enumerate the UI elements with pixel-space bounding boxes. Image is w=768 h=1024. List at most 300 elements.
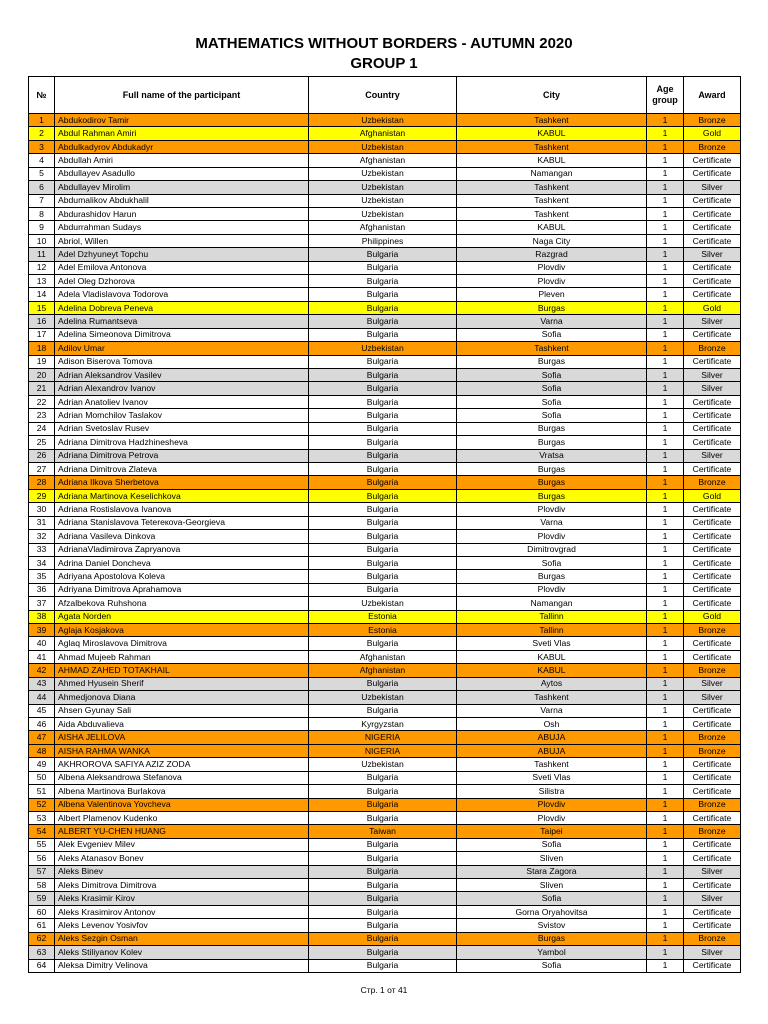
cell-age-group: 1 bbox=[647, 409, 684, 422]
cell-number: 13 bbox=[29, 275, 55, 288]
cell-full-name: Abdulkadyrov Abdukadyr bbox=[55, 140, 309, 153]
cell-country: Bulgaria bbox=[309, 932, 457, 945]
cell-award: Certificate bbox=[684, 543, 741, 556]
cell-award: Certificate bbox=[684, 207, 741, 220]
cell-number: 4 bbox=[29, 154, 55, 167]
cell-city: Burgas bbox=[457, 436, 647, 449]
cell-city: Sofia bbox=[457, 395, 647, 408]
cell-number: 16 bbox=[29, 315, 55, 328]
cell-number: 55 bbox=[29, 838, 55, 851]
table-row bbox=[29, 852, 741, 865]
cell-award: Certificate bbox=[684, 811, 741, 824]
cell-full-name: Adilov Umar bbox=[55, 342, 309, 355]
cell-age-group: 1 bbox=[647, 221, 684, 234]
cell-age-group: 1 bbox=[647, 207, 684, 220]
cell-number: 29 bbox=[29, 489, 55, 502]
cell-country: Bulgaria bbox=[309, 369, 457, 382]
cell-full-name: Adrian Momchilov Taslakov bbox=[55, 409, 309, 422]
cell-number: 28 bbox=[29, 476, 55, 489]
cell-number: 58 bbox=[29, 879, 55, 892]
cell-country: Uzbekistan bbox=[309, 114, 457, 127]
cell-full-name: Ahsen Gyunay Sali bbox=[55, 704, 309, 717]
cell-city: KABUL bbox=[457, 154, 647, 167]
cell-award: Certificate bbox=[684, 785, 741, 798]
cell-country: Afghanistan bbox=[309, 127, 457, 140]
cell-full-name: Adel Dzhyuneyt Topchu bbox=[55, 248, 309, 261]
cell-number: 41 bbox=[29, 650, 55, 663]
cell-city: Tashkent bbox=[457, 691, 647, 704]
cell-number: 53 bbox=[29, 811, 55, 824]
header-number: № bbox=[29, 77, 55, 114]
cell-number: 25 bbox=[29, 436, 55, 449]
cell-number: 5 bbox=[29, 167, 55, 180]
cell-full-name: Adriyana Dimitrova Aprahamova bbox=[55, 583, 309, 596]
header-row bbox=[29, 77, 741, 114]
cell-city: ABUJA bbox=[457, 744, 647, 757]
cell-award: Certificate bbox=[684, 583, 741, 596]
cell-number: 26 bbox=[29, 449, 55, 462]
cell-city: Vratsa bbox=[457, 449, 647, 462]
table-row bbox=[29, 154, 741, 167]
table-row bbox=[29, 811, 741, 824]
cell-full-name: Abriol, Willen bbox=[55, 234, 309, 247]
cell-country: Afghanistan bbox=[309, 650, 457, 663]
cell-age-group: 1 bbox=[647, 342, 684, 355]
cell-country: Bulgaria bbox=[309, 476, 457, 489]
cell-number: 44 bbox=[29, 691, 55, 704]
cell-country: Uzbekistan bbox=[309, 691, 457, 704]
cell-award: Certificate bbox=[684, 717, 741, 730]
cell-country: NIGERIA bbox=[309, 744, 457, 757]
table-row bbox=[29, 409, 741, 422]
cell-age-group: 1 bbox=[647, 825, 684, 838]
cell-number: 45 bbox=[29, 704, 55, 717]
table-row bbox=[29, 932, 741, 945]
cell-age-group: 1 bbox=[647, 422, 684, 435]
cell-full-name: Abdul Rahman Amiri bbox=[55, 127, 309, 140]
cell-city: Gorna Oryahovitsa bbox=[457, 905, 647, 918]
cell-award: Certificate bbox=[684, 395, 741, 408]
cell-country: Bulgaria bbox=[309, 919, 457, 932]
cell-age-group: 1 bbox=[647, 261, 684, 274]
cell-award: Certificate bbox=[684, 167, 741, 180]
cell-number: 64 bbox=[29, 959, 55, 972]
cell-city: Sofia bbox=[457, 892, 647, 905]
cell-age-group: 1 bbox=[647, 852, 684, 865]
cell-age-group: 1 bbox=[647, 462, 684, 475]
cell-full-name: Adrina Daniel Doncheva bbox=[55, 556, 309, 569]
table-row bbox=[29, 355, 741, 368]
cell-age-group: 1 bbox=[647, 328, 684, 341]
cell-city: Taipei bbox=[457, 825, 647, 838]
cell-award: Silver bbox=[684, 449, 741, 462]
cell-number: 59 bbox=[29, 892, 55, 905]
cell-country: Bulgaria bbox=[309, 785, 457, 798]
cell-award: Certificate bbox=[684, 704, 741, 717]
cell-number: 36 bbox=[29, 583, 55, 596]
cell-award: Certificate bbox=[684, 650, 741, 663]
cell-award: Certificate bbox=[684, 503, 741, 516]
cell-award: Bronze bbox=[684, 664, 741, 677]
cell-award: Certificate bbox=[684, 221, 741, 234]
cell-age-group: 1 bbox=[647, 583, 684, 596]
cell-full-name: Ahmed Hyusein Sherif bbox=[55, 677, 309, 690]
cell-country: Uzbekistan bbox=[309, 342, 457, 355]
cell-age-group: 1 bbox=[647, 650, 684, 663]
cell-full-name: Adelina Rumantseva bbox=[55, 315, 309, 328]
cell-city: Svistov bbox=[457, 919, 647, 932]
cell-number: 9 bbox=[29, 221, 55, 234]
table-row bbox=[29, 140, 741, 153]
cell-number: 24 bbox=[29, 422, 55, 435]
cell-city: KABUL bbox=[457, 650, 647, 663]
cell-country: Bulgaria bbox=[309, 489, 457, 502]
cell-number: 10 bbox=[29, 234, 55, 247]
cell-number: 62 bbox=[29, 932, 55, 945]
cell-country: Uzbekistan bbox=[309, 140, 457, 153]
cell-full-name: Adelina Dobreva Peneva bbox=[55, 301, 309, 314]
cell-number: 31 bbox=[29, 516, 55, 529]
cell-number: 50 bbox=[29, 771, 55, 784]
group-subtitle: GROUP 1 bbox=[350, 55, 418, 72]
table-row bbox=[29, 207, 741, 220]
cell-age-group: 1 bbox=[647, 744, 684, 757]
table-header bbox=[29, 77, 741, 114]
table-row bbox=[29, 342, 741, 355]
cell-city: Namangan bbox=[457, 597, 647, 610]
cell-full-name: Adriana Rostislavova Ivanova bbox=[55, 503, 309, 516]
cell-age-group: 1 bbox=[647, 489, 684, 502]
cell-age-group: 1 bbox=[647, 677, 684, 690]
cell-number: 34 bbox=[29, 556, 55, 569]
cell-age-group: 1 bbox=[647, 140, 684, 153]
cell-number: 21 bbox=[29, 382, 55, 395]
cell-number: 27 bbox=[29, 462, 55, 475]
table-row bbox=[29, 865, 741, 878]
cell-age-group: 1 bbox=[647, 288, 684, 301]
cell-full-name: Adriana Ilkova Sherbetova bbox=[55, 476, 309, 489]
cell-award: Certificate bbox=[684, 288, 741, 301]
cell-city: Varna bbox=[457, 516, 647, 529]
table-row bbox=[29, 717, 741, 730]
cell-age-group: 1 bbox=[647, 315, 684, 328]
cell-city: Burgas bbox=[457, 301, 647, 314]
cell-city: Sliven bbox=[457, 879, 647, 892]
table-row bbox=[29, 650, 741, 663]
cell-city: Namangan bbox=[457, 167, 647, 180]
cell-country: Bulgaria bbox=[309, 288, 457, 301]
table-row bbox=[29, 919, 741, 932]
cell-award: Bronze bbox=[684, 476, 741, 489]
cell-age-group: 1 bbox=[647, 597, 684, 610]
cell-country: Bulgaria bbox=[309, 865, 457, 878]
cell-award: Certificate bbox=[684, 436, 741, 449]
cell-country: Kyrgyzstan bbox=[309, 717, 457, 730]
table-row bbox=[29, 275, 741, 288]
cell-country: Uzbekistan bbox=[309, 597, 457, 610]
table-body bbox=[29, 114, 741, 973]
cell-age-group: 1 bbox=[647, 275, 684, 288]
cell-number: 61 bbox=[29, 919, 55, 932]
cell-age-group: 1 bbox=[647, 556, 684, 569]
cell-country: Estonia bbox=[309, 610, 457, 623]
table-row bbox=[29, 516, 741, 529]
cell-country: Bulgaria bbox=[309, 503, 457, 516]
cell-full-name: Adriyana Apostolova Koleva bbox=[55, 570, 309, 583]
cell-country: Bulgaria bbox=[309, 798, 457, 811]
cell-number: 14 bbox=[29, 288, 55, 301]
cell-number: 33 bbox=[29, 543, 55, 556]
cell-age-group: 1 bbox=[647, 892, 684, 905]
cell-award: Certificate bbox=[684, 462, 741, 475]
cell-city: Plovdiv bbox=[457, 275, 647, 288]
table-row bbox=[29, 288, 741, 301]
cell-city: Plovdiv bbox=[457, 261, 647, 274]
cell-full-name: Adel Oleg Dzhorova bbox=[55, 275, 309, 288]
cell-age-group: 1 bbox=[647, 905, 684, 918]
cell-number: 40 bbox=[29, 637, 55, 650]
cell-country: Taiwan bbox=[309, 825, 457, 838]
cell-number: 42 bbox=[29, 664, 55, 677]
cell-country: Bulgaria bbox=[309, 449, 457, 462]
table-row bbox=[29, 758, 741, 771]
cell-award: Certificate bbox=[684, 959, 741, 972]
cell-country: Bulgaria bbox=[309, 811, 457, 824]
cell-number: 11 bbox=[29, 248, 55, 261]
cell-number: 18 bbox=[29, 342, 55, 355]
cell-age-group: 1 bbox=[647, 798, 684, 811]
cell-award: Silver bbox=[684, 248, 741, 261]
cell-age-group: 1 bbox=[647, 503, 684, 516]
table-row bbox=[29, 771, 741, 784]
cell-city: Burgas bbox=[457, 476, 647, 489]
cell-city: Burgas bbox=[457, 932, 647, 945]
cell-age-group: 1 bbox=[647, 785, 684, 798]
cell-country: Bulgaria bbox=[309, 838, 457, 851]
cell-number: 51 bbox=[29, 785, 55, 798]
table-row bbox=[29, 637, 741, 650]
cell-age-group: 1 bbox=[647, 919, 684, 932]
cell-full-name: Abdukodirov Tamir bbox=[55, 114, 309, 127]
cell-country: Bulgaria bbox=[309, 771, 457, 784]
cell-award: Certificate bbox=[684, 154, 741, 167]
cell-award: Certificate bbox=[684, 637, 741, 650]
cell-city: Burgas bbox=[457, 570, 647, 583]
cell-country: Bulgaria bbox=[309, 261, 457, 274]
cell-award: Certificate bbox=[684, 758, 741, 771]
cell-country: Philippines bbox=[309, 234, 457, 247]
cell-age-group: 1 bbox=[647, 436, 684, 449]
cell-full-name: Aglaq Miroslavova Dimitrova bbox=[55, 637, 309, 650]
cell-number: 37 bbox=[29, 597, 55, 610]
table-row bbox=[29, 369, 741, 382]
cell-city: Osh bbox=[457, 717, 647, 730]
cell-award: Gold bbox=[684, 610, 741, 623]
cell-age-group: 1 bbox=[647, 154, 684, 167]
cell-age-group: 1 bbox=[647, 530, 684, 543]
cell-award: Certificate bbox=[684, 275, 741, 288]
cell-country: Uzbekistan bbox=[309, 194, 457, 207]
cell-full-name: Abdullah Amiri bbox=[55, 154, 309, 167]
table-row bbox=[29, 946, 741, 959]
header-age-group: Age group bbox=[647, 77, 684, 114]
table-row bbox=[29, 677, 741, 690]
cell-city: Burgas bbox=[457, 489, 647, 502]
cell-age-group: 1 bbox=[647, 369, 684, 382]
cell-country: Bulgaria bbox=[309, 382, 457, 395]
cell-full-name: Aleksa Dimitry Velinova bbox=[55, 959, 309, 972]
cell-city: Razgrad bbox=[457, 248, 647, 261]
cell-city: Plovdiv bbox=[457, 503, 647, 516]
cell-full-name: AKHROROVA SAFIYA AZIZ ZODA bbox=[55, 758, 309, 771]
cell-country: Bulgaria bbox=[309, 905, 457, 918]
cell-number: 49 bbox=[29, 758, 55, 771]
cell-country: Bulgaria bbox=[309, 315, 457, 328]
cell-award: Certificate bbox=[684, 355, 741, 368]
cell-full-name: Abdumalikov Abdukhalil bbox=[55, 194, 309, 207]
cell-city: Tallinn bbox=[457, 610, 647, 623]
cell-city: Aytos bbox=[457, 677, 647, 690]
cell-number: 3 bbox=[29, 140, 55, 153]
cell-city: Varna bbox=[457, 315, 647, 328]
cell-award: Certificate bbox=[684, 556, 741, 569]
cell-city: Sofia bbox=[457, 838, 647, 851]
cell-city: Tashkent bbox=[457, 140, 647, 153]
cell-award: Silver bbox=[684, 315, 741, 328]
cell-award: Bronze bbox=[684, 932, 741, 945]
cell-country: Bulgaria bbox=[309, 355, 457, 368]
cell-age-group: 1 bbox=[647, 543, 684, 556]
cell-number: 63 bbox=[29, 946, 55, 959]
cell-number: 1 bbox=[29, 114, 55, 127]
cell-age-group: 1 bbox=[647, 865, 684, 878]
cell-full-name: Adriana Vasileva Dinkova bbox=[55, 530, 309, 543]
cell-award: Certificate bbox=[684, 771, 741, 784]
cell-age-group: 1 bbox=[647, 717, 684, 730]
cell-country: Bulgaria bbox=[309, 422, 457, 435]
cell-country: Bulgaria bbox=[309, 530, 457, 543]
cell-full-name: ALBERT YU-CHEN HUANG bbox=[55, 825, 309, 838]
cell-full-name: Agata Norden bbox=[55, 610, 309, 623]
cell-country: Afghanistan bbox=[309, 664, 457, 677]
cell-full-name: Adrian Alexandrov Ivanov bbox=[55, 382, 309, 395]
cell-full-name: Adrian Anatoliev Ivanov bbox=[55, 395, 309, 408]
cell-city: Varna bbox=[457, 704, 647, 717]
cell-country: Uzbekistan bbox=[309, 758, 457, 771]
cell-full-name: Adriana Martinova Keselichkova bbox=[55, 489, 309, 502]
cell-age-group: 1 bbox=[647, 516, 684, 529]
cell-city: KABUL bbox=[457, 127, 647, 140]
cell-age-group: 1 bbox=[647, 637, 684, 650]
cell-award: Gold bbox=[684, 127, 741, 140]
header-full-name: Full name of the participant bbox=[55, 77, 309, 114]
cell-city: Tallinn bbox=[457, 624, 647, 637]
table-row bbox=[29, 583, 741, 596]
cell-age-group: 1 bbox=[647, 127, 684, 140]
cell-full-name: Aleks Sezgin Osman bbox=[55, 932, 309, 945]
cell-number: 52 bbox=[29, 798, 55, 811]
cell-country: Bulgaria bbox=[309, 301, 457, 314]
cell-city: Sveti Vlas bbox=[457, 771, 647, 784]
cell-number: 22 bbox=[29, 395, 55, 408]
cell-city: KABUL bbox=[457, 221, 647, 234]
cell-country: Uzbekistan bbox=[309, 181, 457, 194]
table-row bbox=[29, 181, 741, 194]
cell-country: Bulgaria bbox=[309, 543, 457, 556]
table-row bbox=[29, 503, 741, 516]
cell-country: Bulgaria bbox=[309, 462, 457, 475]
cell-award: Silver bbox=[684, 865, 741, 878]
cell-full-name: Albena Aleksandrowa Stefanova bbox=[55, 771, 309, 784]
cell-age-group: 1 bbox=[647, 731, 684, 744]
cell-award: Certificate bbox=[684, 409, 741, 422]
cell-age-group: 1 bbox=[647, 382, 684, 395]
cell-full-name: Adrian Aleksandrov Vasilev bbox=[55, 369, 309, 382]
cell-city: Plovdiv bbox=[457, 798, 647, 811]
document-title: MATHEMATICS WITHOUT BORDERS - AUTUMN 2020 bbox=[195, 35, 573, 52]
table-row bbox=[29, 905, 741, 918]
page-footer: Стр. 1 от 41 bbox=[360, 985, 408, 995]
cell-age-group: 1 bbox=[647, 355, 684, 368]
cell-award: Silver bbox=[684, 892, 741, 905]
cell-country: NIGERIA bbox=[309, 731, 457, 744]
cell-city: Tashkent bbox=[457, 194, 647, 207]
cell-city: Sofia bbox=[457, 369, 647, 382]
cell-number: 12 bbox=[29, 261, 55, 274]
cell-city: Sliven bbox=[457, 852, 647, 865]
cell-age-group: 1 bbox=[647, 301, 684, 314]
cell-country: Estonia bbox=[309, 624, 457, 637]
cell-full-name: Aleks Levenov Yosivfov bbox=[55, 919, 309, 932]
cell-full-name: Abdullayev Mirolim bbox=[55, 181, 309, 194]
table-row bbox=[29, 785, 741, 798]
table-row bbox=[29, 798, 741, 811]
cell-country: Bulgaria bbox=[309, 959, 457, 972]
cell-country: Bulgaria bbox=[309, 248, 457, 261]
cell-age-group: 1 bbox=[647, 624, 684, 637]
table-row bbox=[29, 530, 741, 543]
table-row bbox=[29, 261, 741, 274]
cell-age-group: 1 bbox=[647, 959, 684, 972]
cell-full-name: Adison Biserova Tomova bbox=[55, 355, 309, 368]
cell-full-name: AISHA JELILOVA bbox=[55, 731, 309, 744]
cell-award: Bronze bbox=[684, 731, 741, 744]
cell-award: Silver bbox=[684, 691, 741, 704]
cell-age-group: 1 bbox=[647, 879, 684, 892]
cell-full-name: Ahmad Mujeeb Rahman bbox=[55, 650, 309, 663]
cell-award: Gold bbox=[684, 489, 741, 502]
cell-number: 39 bbox=[29, 624, 55, 637]
cell-city: Sofia bbox=[457, 328, 647, 341]
cell-award: Silver bbox=[684, 382, 741, 395]
table-row bbox=[29, 221, 741, 234]
cell-country: Bulgaria bbox=[309, 852, 457, 865]
cell-full-name: Aglaja Kosjakova bbox=[55, 624, 309, 637]
cell-number: 48 bbox=[29, 744, 55, 757]
cell-country: Bulgaria bbox=[309, 570, 457, 583]
cell-city: Tashkent bbox=[457, 207, 647, 220]
cell-full-name: Adela Vladislavova Todorova bbox=[55, 288, 309, 301]
cell-city: Tashkent bbox=[457, 114, 647, 127]
cell-number: 56 bbox=[29, 852, 55, 865]
table-row bbox=[29, 315, 741, 328]
table-row bbox=[29, 114, 741, 127]
cell-award: Certificate bbox=[684, 905, 741, 918]
table-row bbox=[29, 838, 741, 851]
cell-country: Bulgaria bbox=[309, 395, 457, 408]
cell-award: Certificate bbox=[684, 234, 741, 247]
cell-award: Certificate bbox=[684, 422, 741, 435]
